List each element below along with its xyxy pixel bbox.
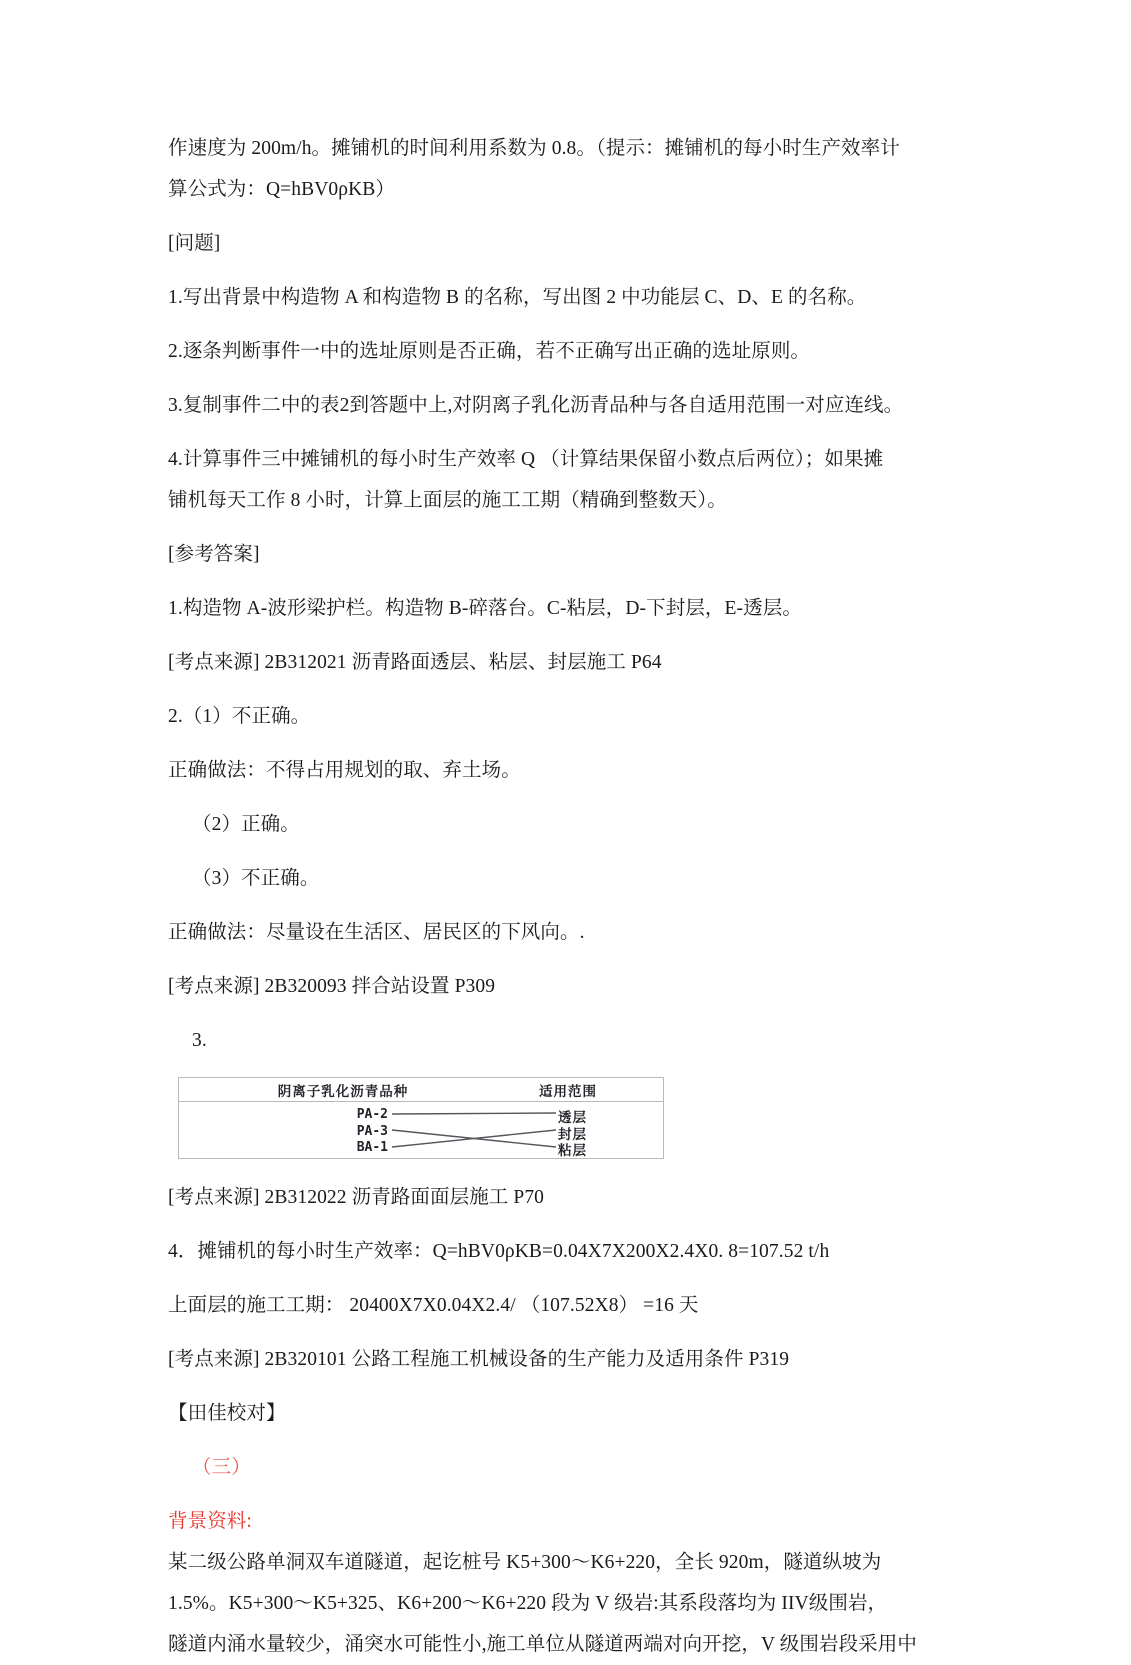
source-reference-2: [考点来源] 2B320093 拌合站设置 P309 <box>168 976 496 997</box>
figure-left-item-pa2: PA-2 <box>356 1107 388 1122</box>
answer-2-item-2: （2）正确。 <box>192 814 300 835</box>
background-line-3: 隧道内涌水量较少，涌突水可能性小,施工单位从隧道两端对向开挖，V 级围岩段采用中 <box>168 1634 917 1655</box>
answer-1: 1.构造物 A-波形梁护栏。构造物 B-碎落台。C-粘层，D-下封层，E-透层。 <box>168 598 802 619</box>
paragraph-work-speed: 作速度为 200m/h。摊铺机的时间利用系数为 0.8。（提示：摊铺机的每小时生产效率计 <box>168 138 900 159</box>
source-reference-3: [考点来源] 2B312022 沥青路面面层施工 P70 <box>168 1187 545 1208</box>
answer-2-item-1: 2.（1）不正确。 <box>168 706 311 727</box>
figure-right-item-zhanceng: 粘层 <box>558 1143 587 1159</box>
answer-2-item-1-correction: 正确做法：不得占用规划的取、弃土场。 <box>168 760 521 781</box>
source-reference-1: [考点来源] 2B312021 沥青路面透层、粘层、封层施工 P64 <box>168 652 662 673</box>
heading-background-material: 背景资料: <box>168 1511 252 1532</box>
answer-4-duration: 上面层的施工工期： 20400X7X0.04X2.4/ （107.52X8） =16 天 <box>168 1295 699 1316</box>
paragraph-formula: 算公式为：Q=hBV0ρKB） <box>168 179 395 200</box>
background-line-1: 某二级公路单洞双车道隧道，起讫桩号 K5+300～K6+220，全长 920m，隧道纵坡为 <box>168 1552 882 1573</box>
figure-right-item-fengceng: 封层 <box>558 1127 587 1143</box>
heading-questions: [问题] <box>168 233 221 254</box>
section-number-three: （三） <box>192 1457 251 1478</box>
question-1: 1.写出背景中构造物 A 和构造物 B 的名称，写出图 2 中功能层 C、D、E 的名称。 <box>168 287 867 308</box>
figure-header-right: 适用范围 <box>539 1084 597 1100</box>
background-line-2: 1.5%。K5+300～K5+325、K6+200～K6+220 段为 V 级岩:其系段落均为 IIV级围岩， <box>168 1593 888 1614</box>
heading-reference-answer: [参考答案] <box>168 544 260 565</box>
answer-3-number: 3. <box>192 1030 207 1051</box>
figure-left-item-pa3: PA-3 <box>356 1124 388 1139</box>
figure-right-item-touceng: 透层 <box>558 1110 587 1126</box>
answer-4-hourly-efficiency: 4．摊铺机的每小时生产效率：Q=hBV0ρKB=0.04X7X200X2.4X0. 8=107.52 t/h <box>168 1241 830 1262</box>
document-content <box>168 128 968 1665</box>
question-4-line-1: 4.计算事件三中摊铺机的每小时生产效率 Q （计算结果保留小数点后两位）；如果摊 <box>168 449 884 470</box>
question-2: 2.逐条判断事件一中的选址原则是否正确，若不正确写出正确的选址原则。 <box>168 341 811 362</box>
proofreader-note: 【田佳校对】 <box>168 1403 286 1424</box>
anionic-emulsified-asphalt-matching-table <box>178 1077 666 1161</box>
figure-header-left: 阴离子乳化沥青品种 <box>277 1084 409 1100</box>
source-reference-4: [考点来源] 2B320101 公路工程施工机械设备的生产能力及适用条件 P319 <box>168 1349 790 1370</box>
question-4-line-2: 铺机每天工作 8 小时，计算上面层的施工工期（精确到整数天）。 <box>168 490 727 511</box>
question-3: 3.复制事件二中的表2到答题中上,对阴离子乳化沥青品种与各自适用范围一对应连线。 <box>168 395 904 416</box>
answer-2-item-3: （3）不正确。 <box>192 868 320 889</box>
answer-2-item-3-correction: 正确做法：尽量设在生活区、居民区的下风向。. <box>168 922 585 943</box>
figure-left-item-ba1: BA-1 <box>356 1140 388 1155</box>
